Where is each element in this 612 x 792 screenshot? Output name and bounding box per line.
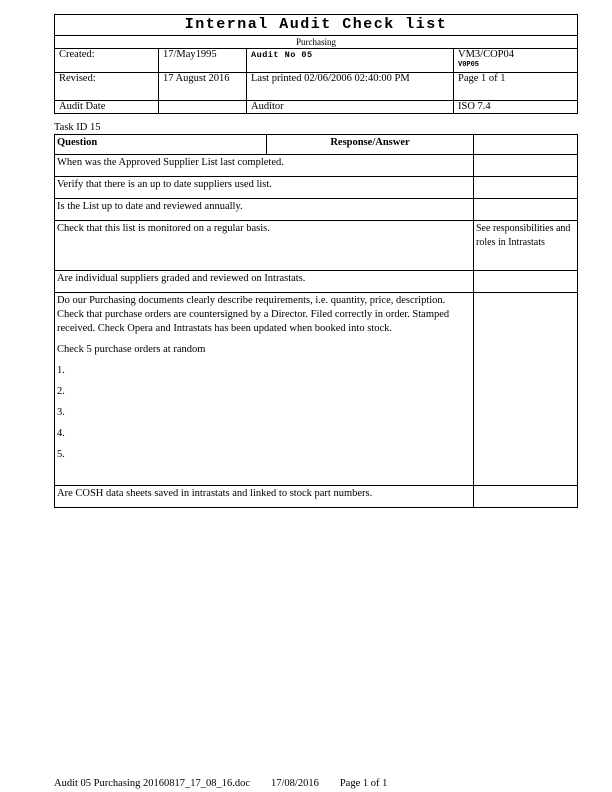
audit-date-label: Audit Date	[55, 101, 159, 114]
doc-ref-sub: V0P05	[458, 61, 480, 69]
check-orders-label: Check 5 purchase orders at random	[57, 344, 206, 355]
notes-header	[474, 135, 578, 155]
table-row	[55, 486, 578, 508]
document-title: Internal Audit Check list	[55, 15, 578, 36]
question-text: Do our Purchasing documents clearly describe requirements, i.e. quantity, price, description. Check that purchase orders are countersigned by a Director. Filed correctly in order. Stamped received. Check Opera and Intrastats has been updated when booked into stock.	[57, 295, 450, 334]
table-row	[55, 293, 578, 486]
order-slot: 4.	[57, 428, 65, 439]
note-cell	[474, 199, 578, 221]
table-row	[55, 155, 578, 177]
doc-ref-value: VM3/COP04	[458, 49, 515, 60]
order-slot: 2.	[57, 386, 65, 397]
order-slot: 5.	[57, 449, 65, 460]
audit-number	[247, 49, 454, 73]
audit-date-value	[159, 101, 247, 114]
note-cell: See responsibilities and roles in Intrastats	[474, 221, 578, 271]
header-table	[54, 14, 578, 114]
task-id: Task ID 15	[54, 122, 101, 133]
response-header: Response/Answer	[267, 135, 474, 155]
page-footer	[54, 778, 387, 790]
table-row	[55, 221, 578, 271]
note-cell	[474, 293, 578, 486]
audit-number-text: Audit No 05	[251, 50, 313, 60]
created-label: Created:	[55, 49, 159, 73]
auditor-label: Auditor	[247, 101, 454, 114]
note-cell	[474, 486, 578, 508]
footer-page: Page 1 of 1	[339, 778, 388, 789]
question-cell: Is the List up to date and reviewed annually.	[55, 199, 474, 221]
table-row	[55, 177, 578, 199]
table-row	[55, 199, 578, 221]
order-slot: 1.	[57, 365, 65, 376]
note-cell	[474, 177, 578, 199]
question-cell: Are individual suppliers graded and reviewed on Intrastats.	[55, 271, 474, 293]
department: Purchasing	[55, 36, 578, 49]
page-count: Page 1 of 1	[454, 73, 578, 101]
created-value: 17/May1995	[159, 49, 247, 73]
revised-label: Revised:	[55, 73, 159, 101]
note-cell	[474, 155, 578, 177]
order-slot: 3.	[57, 407, 65, 418]
question-header: Question	[55, 135, 267, 155]
question-cell: Verify that there is an up to date suppliers used list.	[55, 177, 474, 199]
question-cell: Check that this list is monitored on a regular basis.	[55, 221, 474, 271]
question-cell: When was the Approved Supplier List last completed.	[55, 155, 474, 177]
question-cell	[55, 293, 474, 486]
doc-ref	[454, 49, 578, 73]
revised-value: 17 August 2016	[159, 73, 247, 101]
iso-clause: ISO 7.4	[454, 101, 578, 114]
footer-filename: Audit 05 Purchasing 20160817_17_08_16.doc	[54, 778, 250, 789]
last-printed: Last printed 02/06/2006 02:40:00 PM	[247, 73, 454, 101]
question-cell: Are COSH data sheets saved in intrastats and linked to stock part numbers.	[55, 486, 474, 508]
table-row	[55, 271, 578, 293]
checklist-table	[54, 134, 578, 508]
footer-date: 17/08/2016	[271, 778, 319, 789]
note-cell	[474, 271, 578, 293]
